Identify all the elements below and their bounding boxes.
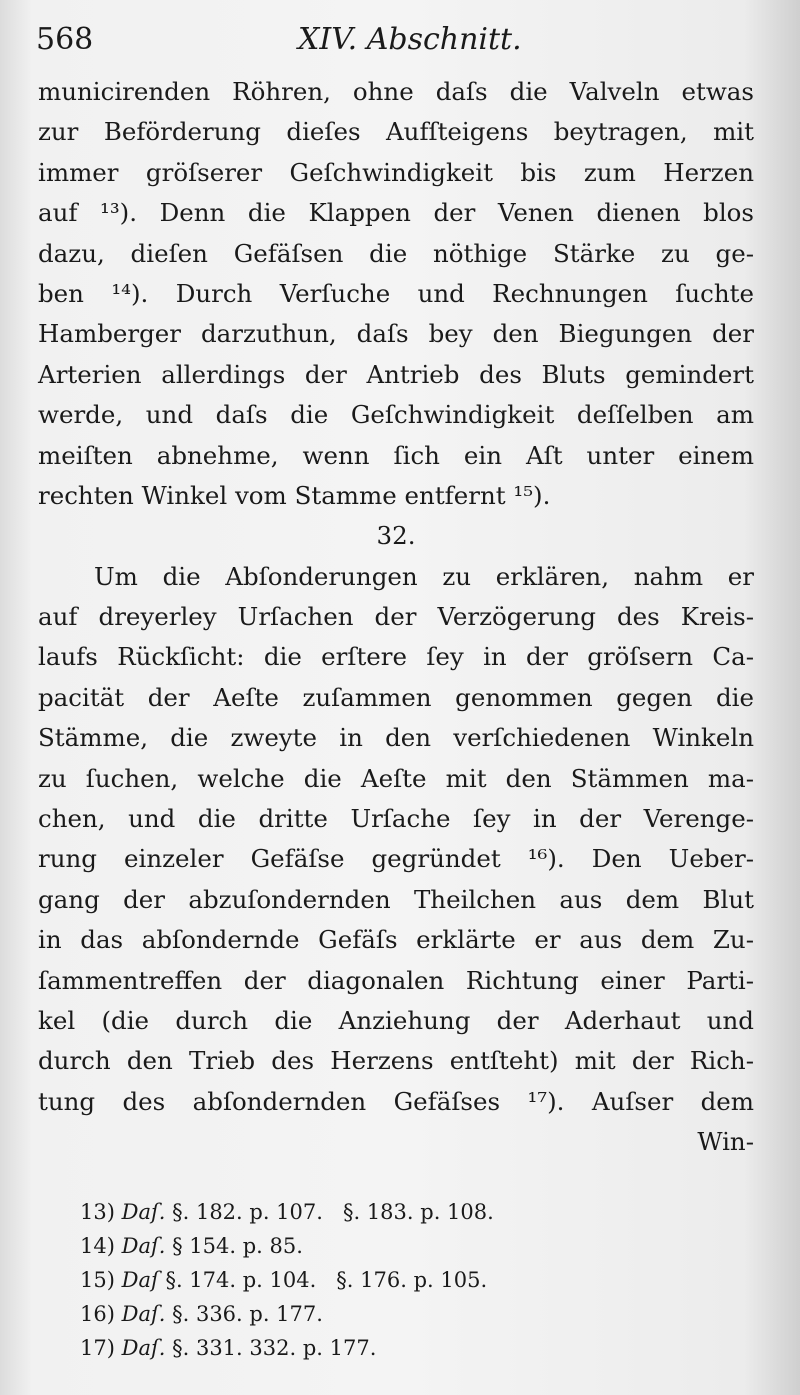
footnote-number: 15) [80,1268,115,1292]
text-line: municirenden Röhren, ohne daſs die Valveln etwas [38,77,754,106]
text-line: rung einzeler Gefäſse gegründet ¹⁶). Den Ueber- [38,844,754,874]
text-line: chen, und die dritte Urſache ſey in der Verenge- [38,804,754,834]
text-line: werde, und daſs die Geſchwindigkeit deſſelben am [38,400,754,430]
footnote-number: 17) [80,1336,115,1360]
footnote-cite: §. 174. p. 104. §. 176. p. 105. [165,1268,488,1292]
running-header [36,22,756,62]
footnote-cite: §. 336. p. 177. [172,1302,323,1326]
text-line: pacität der Aeſte zuſammen genommen gegen die [38,682,754,712]
footnote-cite: § 154. p. 85. [172,1234,303,1258]
footnote [80,1331,600,1365]
text-line: Stämme, die zweyte in den verſchiedenen Winkeln [38,723,754,753]
text-line: dazu, dieſen Gefäſsen die nöthige Stärke zu ge- [38,238,754,268]
section-number: 32. [376,521,416,551]
footnote-ref: Daſ. [121,1336,166,1360]
text-line: auf ¹³). Denn die Klappen der Venen dienen blos [38,198,754,228]
footnote-number: 16) [80,1302,115,1326]
text-line: kel (die durch die Anziehung der Aderhaut und [38,1005,754,1035]
page-number: 568 [36,22,94,57]
footnote-cite: §. 182. p. 107. §. 183. p. 108. [172,1200,494,1224]
text-line: meiſten abnehme, wenn ſich ein Aſt unter einem [38,440,754,470]
footnote-ref: Daſ [121,1268,159,1292]
footnote [80,1229,600,1263]
text-line: tung des abſondernden Gefäſses ¹⁷). Auſser dem [38,1086,754,1116]
footnote-ref: Daſ. [121,1200,166,1224]
text-line: ben ¹⁴). Durch Verſuche und Rechnungen ſuchte [38,278,754,308]
text-line: in das abſondernde Gefäſs erklärte er aus dem Zu- [38,925,754,955]
running-title: XIV. Abschnitt. [298,22,522,57]
footnotes [80,1195,600,1365]
text-line: rechten Winkel vom Stamme entfernt ¹⁵). [38,480,551,510]
footnote [80,1195,600,1229]
catchword: Win- [697,1127,754,1157]
text-line: Hamberger darzuthun, daſs bey den Biegungen der [38,319,754,349]
footnote-cite: §. 331. 332. p. 177. [172,1336,377,1360]
footnote [80,1297,600,1331]
text-line: durch den Trieb des Herzens entſteht) mit der Rich- [38,1046,754,1076]
footnote-ref: Daſ. [121,1234,166,1258]
text-line: gang der abzuſondernden Theilchen aus dem Blut [38,884,754,914]
footnote [80,1263,600,1297]
text-line: auf dreyerley Urſachen der Verzögerung des Kreis- [38,602,754,632]
body-text [38,72,754,1163]
text-line: immer gröſserer Geſchwindigkeit bis zum Herzen [38,157,754,187]
text-line: Arterien allerdings der Antrieb des Bluts gemindert [38,359,754,389]
text-line: zu ſuchen, welche die Aeſte mit den Stämmen ma- [38,763,754,793]
text-line: laufs Rückſicht: die erſtere ſey in der gröſsern Ca- [38,642,754,672]
footnote-ref: Daſ. [121,1302,166,1326]
text-line: zur Beförderung dieſes Aufſteigens beytragen, mit [38,117,754,147]
text-line: ſammentreffen der diagonalen Richtung einer Parti- [38,965,754,995]
footnote-number: 13) [80,1200,115,1224]
footnote-number: 14) [80,1234,115,1258]
text-line: Um die Abſonderungen zu erklären, nahm er [94,561,754,591]
